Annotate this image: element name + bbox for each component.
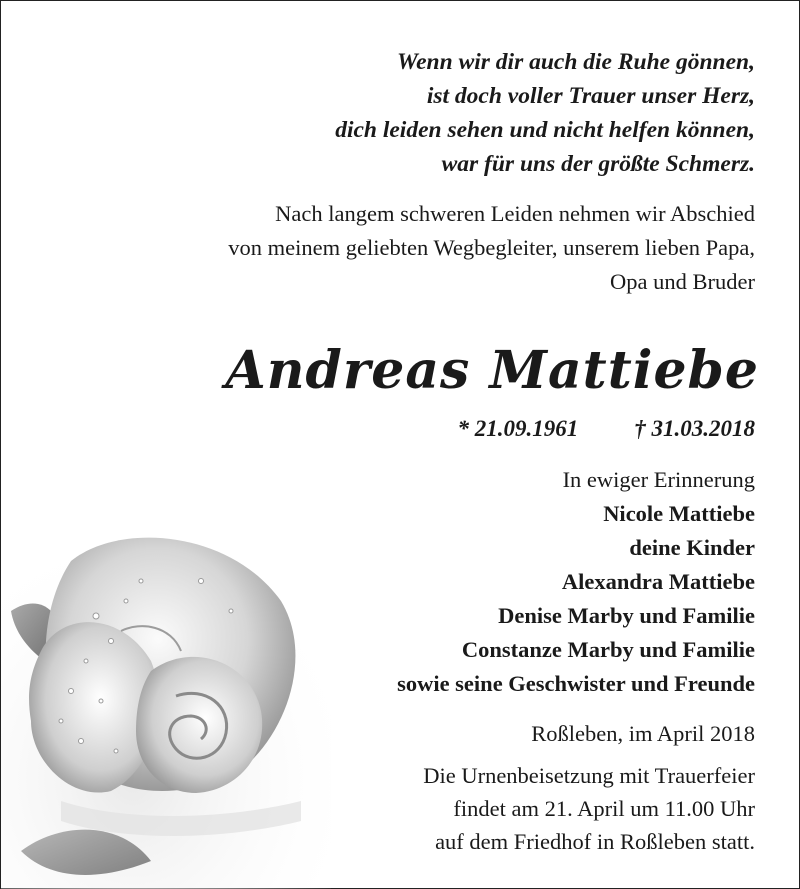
mourner-name: Constanze Marby und Familie <box>461 637 755 662</box>
mourner-name: sowie seine Geschwister und Freunde <box>397 671 755 696</box>
mourner-name: Denise Marby und Familie <box>498 603 755 628</box>
poem-line: war für uns der größte Schmerz. <box>441 151 755 177</box>
notice-line: Die Urnenbeisetzung mit Trauerfeier <box>423 763 755 788</box>
farewell-intro <box>228 197 755 299</box>
funeral-notice <box>423 759 755 858</box>
notice-line: findet am 21. April um 11.00 Uhr <box>453 796 755 821</box>
deceased-name: Andreas Mattiebe <box>225 340 759 401</box>
death-date: † 31.03.2018 <box>634 416 755 441</box>
poem <box>335 45 755 181</box>
intro-line: von meinem geliebten Wegbegleiter, unserem lieben Papa, <box>228 235 755 260</box>
life-dates <box>458 413 756 445</box>
poem-line: Wenn wir dir auch die Ruhe gönnen, <box>396 49 755 75</box>
birth-date: * 21.09.1961 <box>457 416 579 441</box>
mourner-name: Nicole Mattiebe <box>603 501 755 526</box>
poem-line: dich leiden sehen und nicht helfen können, <box>335 117 755 143</box>
mourners-list <box>397 463 755 701</box>
intro-line: Opa und Bruder <box>610 269 755 294</box>
poem-line: ist doch voller Trauer unser Herz, <box>426 83 755 109</box>
mourners-intro: In ewiger Erinnerung <box>562 467 755 492</box>
intro-line: Nach langem schweren Leiden nehmen wir Abschied <box>275 201 755 226</box>
mourner-name: deine Kinder <box>629 535 755 560</box>
mourner-name: Alexandra Mattiebe <box>561 569 755 594</box>
notice-line: auf dem Friedhof in Roßleben statt. <box>435 829 755 854</box>
rose-image <box>1 521 331 889</box>
place-date: Roßleben, im April 2018 <box>531 721 755 746</box>
